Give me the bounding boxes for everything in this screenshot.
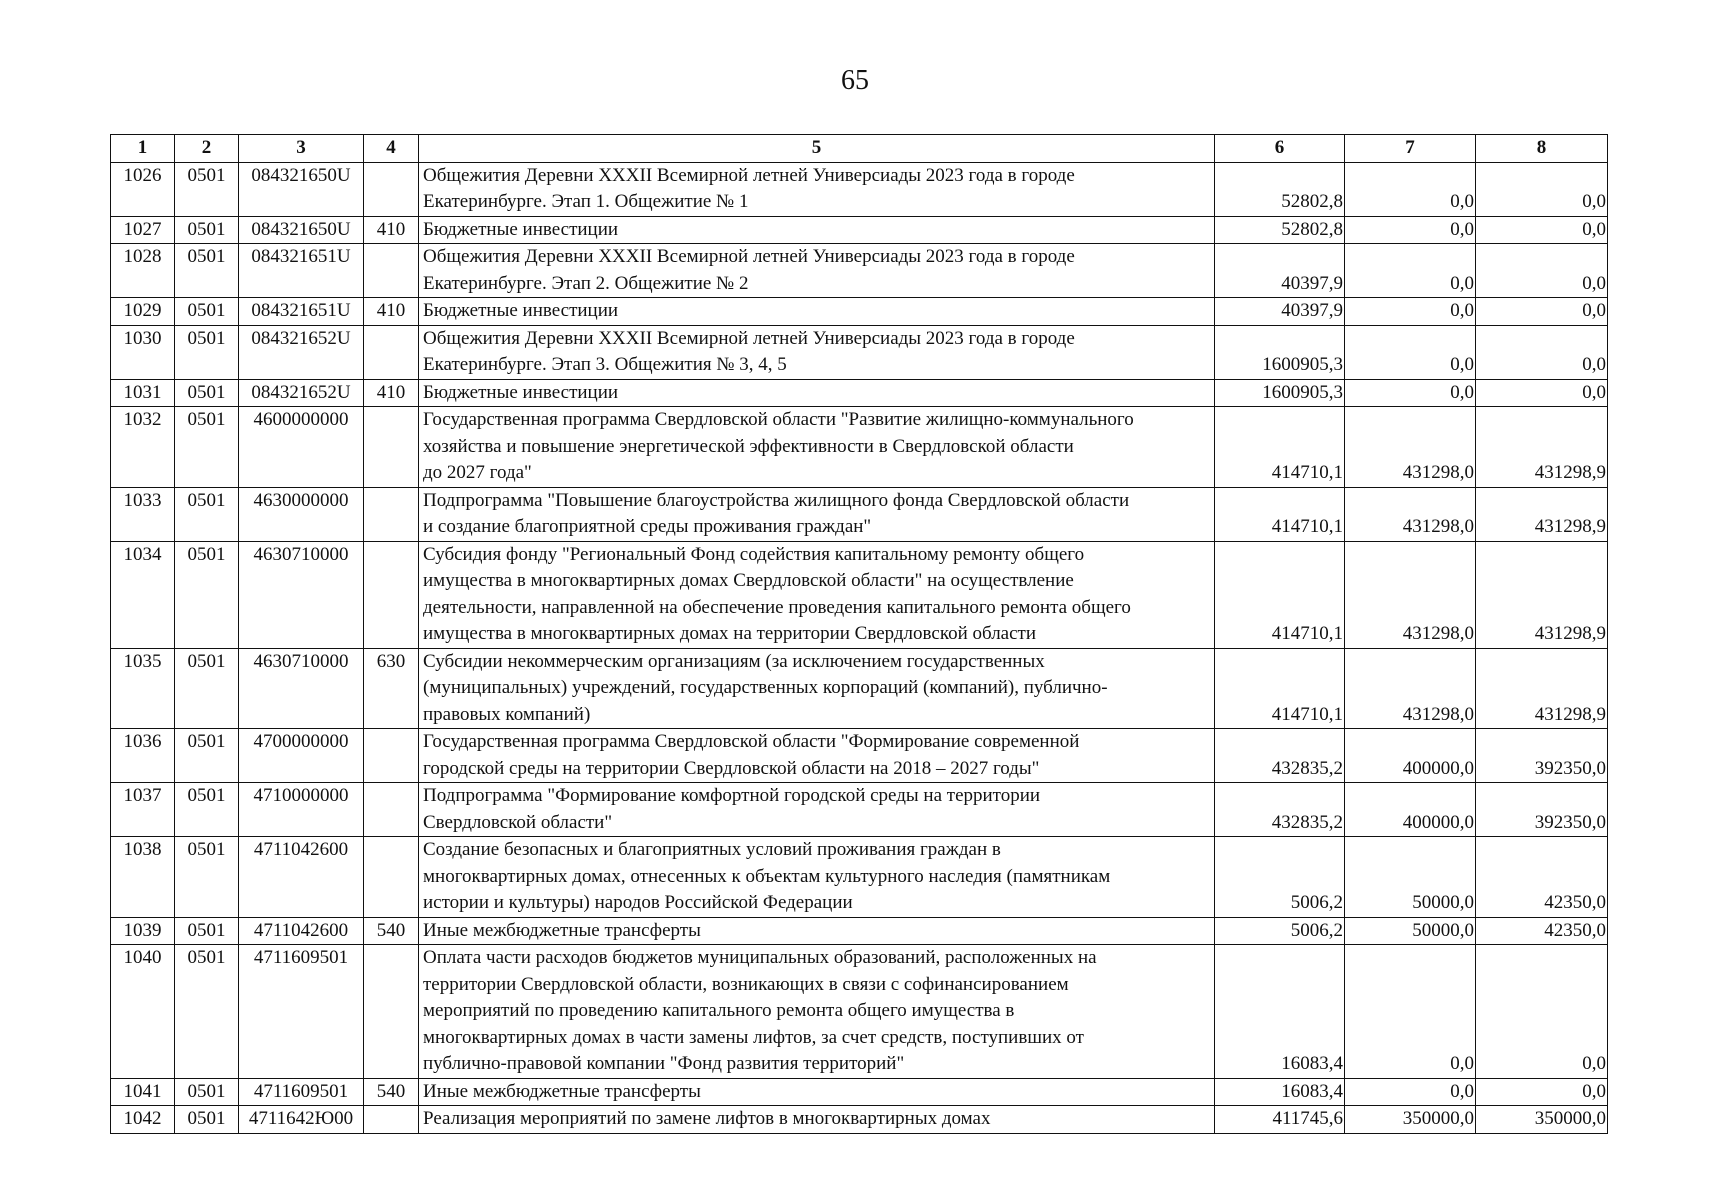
target-article-cell: 4710000000 <box>239 783 364 837</box>
description-line: Свердловской области" <box>423 811 613 833</box>
table-row <box>111 729 1608 783</box>
amount-col7-cell: 0,0 <box>1345 244 1476 298</box>
amount-col8-cell: 431298,9 <box>1476 648 1608 729</box>
description-cell <box>419 216 1215 244</box>
expense-type-cell <box>364 541 419 648</box>
description-cell <box>419 244 1215 298</box>
amount-col6-cell: 40397,9 <box>1215 298 1345 326</box>
amount-col7-cell: 0,0 <box>1345 162 1476 216</box>
amount-col6-cell: 40397,9 <box>1215 244 1345 298</box>
row-number-cell: 1037 <box>111 783 175 837</box>
expense-type-cell <box>364 729 419 783</box>
amount-col8-cell: 431298,9 <box>1476 407 1608 488</box>
row-number-cell: 1030 <box>111 325 175 379</box>
amount-col7-cell: 400000,0 <box>1345 783 1476 837</box>
amount-col8-cell: 0,0 <box>1476 379 1608 407</box>
row-number-cell: 1035 <box>111 648 175 729</box>
amount-col6-cell: 432835,2 <box>1215 783 1345 837</box>
description-line: и создание благоприятной среды проживания граждан" <box>423 516 872 537</box>
expense-type-cell <box>364 407 419 488</box>
expense-type-cell: 410 <box>364 216 419 244</box>
row-number-cell: 1034 <box>111 541 175 648</box>
amount-col7-cell: 0,0 <box>1345 945 1476 1079</box>
section-code-cell: 0501 <box>175 407 239 488</box>
amount-col7-cell: 50000,0 <box>1345 917 1476 945</box>
description-line: мероприятий по проведению капитального ремонта общего имущества в <box>423 1000 1015 1021</box>
column-header-6: 6 <box>1215 135 1345 163</box>
description-cell <box>419 162 1215 216</box>
row-number-cell: 1042 <box>111 1106 175 1134</box>
amount-col8-cell: 392350,0 <box>1476 783 1608 837</box>
table-row <box>111 648 1608 729</box>
target-article-cell: 4630710000 <box>239 541 364 648</box>
section-code-cell: 0501 <box>175 648 239 729</box>
row-number-cell: 1032 <box>111 407 175 488</box>
table-row <box>111 325 1608 379</box>
table-row <box>111 379 1608 407</box>
description-line: Государственная программа Свердловской области "Развитие жилищно-коммунального <box>423 409 1134 430</box>
amount-col7-cell: 50000,0 <box>1345 837 1476 918</box>
description-cell <box>419 1106 1215 1134</box>
expense-type-cell <box>364 162 419 216</box>
page-number: 65 <box>841 65 869 96</box>
description-line: Оплата части расходов бюджетов муниципальных образований, расположенных на <box>423 947 1097 968</box>
description-line: Подпрограмма "Формирование комфортной городской среды на территории <box>423 785 1041 806</box>
table-row <box>111 945 1608 1079</box>
table-row <box>111 837 1608 918</box>
amount-col6-cell: 16083,4 <box>1215 945 1345 1079</box>
amount-col6-cell: 414710,1 <box>1215 407 1345 488</box>
amount-col6-cell: 1600905,3 <box>1215 325 1345 379</box>
description-cell <box>419 1078 1215 1106</box>
amount-col6-cell: 432835,2 <box>1215 729 1345 783</box>
amount-col7-cell: 0,0 <box>1345 216 1476 244</box>
amount-col8-cell: 431298,9 <box>1476 487 1608 541</box>
table-row <box>111 1106 1608 1134</box>
description-line: многоквартирных домах, отнесенных к объектам культурного наследия (памятникам <box>423 865 1111 887</box>
amount-col6-cell: 52802,8 <box>1215 216 1345 244</box>
table-row <box>111 541 1608 648</box>
section-code-cell: 0501 <box>175 162 239 216</box>
target-article-cell: 084321651U <box>239 244 364 298</box>
amount-col6-cell: 52802,8 <box>1215 162 1345 216</box>
amount-col8-cell: 0,0 <box>1476 945 1608 1079</box>
section-code-cell: 0501 <box>175 783 239 837</box>
amount-col6-cell: 5006,2 <box>1215 917 1345 945</box>
amount-col8-cell: 42350,0 <box>1476 837 1608 918</box>
amount-col7-cell: 431298,0 <box>1345 648 1476 729</box>
row-number-cell: 1029 <box>111 298 175 326</box>
table-row <box>111 298 1608 326</box>
description-cell <box>419 325 1215 379</box>
section-code-cell: 0501 <box>175 325 239 379</box>
amount-col6-cell: 1600905,3 <box>1215 379 1345 407</box>
target-article-cell: 4630000000 <box>239 487 364 541</box>
amount-col7-cell: 350000,0 <box>1345 1106 1476 1134</box>
amount-col6-cell: 414710,1 <box>1215 487 1345 541</box>
table-row <box>111 244 1608 298</box>
description-cell <box>419 783 1215 837</box>
description-cell <box>419 729 1215 783</box>
amount-col6-cell: 411745,6 <box>1215 1106 1345 1134</box>
description-cell <box>419 541 1215 648</box>
description-line: имущества в многоквартирных домах Свердловской области" на осуществление <box>423 570 1074 591</box>
amount-col6-cell: 414710,1 <box>1215 648 1345 729</box>
section-code-cell: 0501 <box>175 1078 239 1106</box>
budget-table <box>110 134 1608 1134</box>
target-article-cell: 4711609501 <box>239 945 364 1079</box>
column-header-1: 1 <box>111 135 175 163</box>
table-body <box>111 162 1608 1133</box>
amount-col7-cell: 431298,0 <box>1345 407 1476 488</box>
section-code-cell: 0501 <box>175 244 239 298</box>
section-code-cell: 0501 <box>175 541 239 648</box>
amount-col8-cell: 42350,0 <box>1476 917 1608 945</box>
description-line: Государственная программа Свердловской области "Формирование современной <box>423 731 1080 752</box>
description-cell <box>419 917 1215 945</box>
amount-col8-cell: 0,0 <box>1476 298 1608 326</box>
description-line: Бюджетные инвестиции <box>423 381 619 403</box>
amount-col6-cell: 414710,1 <box>1215 541 1345 648</box>
description-line: Екатеринбурге. Этап 2. Общежитие № 2 <box>423 272 749 294</box>
expense-type-cell: 540 <box>364 917 419 945</box>
description-line: Общежития Деревни XXXII Всемирной летней Универсиады 2023 года в городе <box>423 327 1075 349</box>
target-article-cell: 084321651U <box>239 298 364 326</box>
section-code-cell: 0501 <box>175 216 239 244</box>
column-header-2: 2 <box>175 135 239 163</box>
target-article-cell: 4711042600 <box>239 837 364 918</box>
row-number-cell: 1038 <box>111 837 175 918</box>
table-row <box>111 917 1608 945</box>
description-line: до 2027 года" <box>423 462 532 483</box>
amount-col7-cell: 400000,0 <box>1345 729 1476 783</box>
amount-col7-cell: 431298,0 <box>1345 487 1476 541</box>
description-line: истории и культуры) народов Российской Федерации <box>423 892 853 913</box>
description-line: деятельности, направленной на обеспечение проведения капитального ремонта общего <box>423 596 1131 618</box>
description-line: хозяйства и повышение энергетической эффективности в Свердловской области <box>423 435 1074 457</box>
amount-col7-cell: 0,0 <box>1345 379 1476 407</box>
description-cell <box>419 379 1215 407</box>
description-cell <box>419 837 1215 918</box>
description-line: правовых компаний) <box>423 703 591 725</box>
description-cell <box>419 298 1215 326</box>
target-article-cell: 4711609501 <box>239 1078 364 1106</box>
amount-col8-cell: 392350,0 <box>1476 729 1608 783</box>
column-header-3: 3 <box>239 135 364 163</box>
amount-col7-cell: 431298,0 <box>1345 541 1476 648</box>
target-article-cell: 4711042600 <box>239 917 364 945</box>
row-number-cell: 1039 <box>111 917 175 945</box>
row-number-cell: 1031 <box>111 379 175 407</box>
amount-col8-cell: 0,0 <box>1476 1078 1608 1106</box>
description-line: Общежития Деревни XXXII Всемирной летней Универсиады 2023 года в городе <box>423 164 1075 186</box>
table-row <box>111 783 1608 837</box>
description-cell <box>419 487 1215 541</box>
row-number-cell: 1041 <box>111 1078 175 1106</box>
column-header-5: 5 <box>419 135 1215 163</box>
column-header-7: 7 <box>1345 135 1476 163</box>
description-line: Екатеринбурге. Этап 1. Общежитие № 1 <box>423 191 749 212</box>
section-code-cell: 0501 <box>175 487 239 541</box>
expense-type-cell: 630 <box>364 648 419 729</box>
amount-col8-cell: 0,0 <box>1476 244 1608 298</box>
target-article-cell: 4700000000 <box>239 729 364 783</box>
table-row <box>111 216 1608 244</box>
table-row <box>111 487 1608 541</box>
expense-type-cell <box>364 1106 419 1134</box>
description-line: Реализация мероприятий по замене лифтов в многоквартирных домах <box>423 1108 991 1129</box>
expense-type-cell <box>364 945 419 1079</box>
description-line: Субсидии некоммерческим организациям (за исключением государственных <box>423 650 1045 672</box>
section-code-cell: 0501 <box>175 945 239 1079</box>
table-row <box>111 407 1608 488</box>
expense-type-cell: 540 <box>364 1078 419 1106</box>
description-line: многоквартирных домах в части замены лифтов, за счет средств, поступивших от <box>423 1026 1084 1048</box>
amount-col7-cell: 0,0 <box>1345 298 1476 326</box>
target-article-cell: 4630710000 <box>239 648 364 729</box>
description-line: городской среды на территории Свердловской области на 2018 – 2027 годы" <box>423 757 1040 779</box>
description-cell <box>419 407 1215 488</box>
target-article-cell: 4711642Ю00 <box>239 1106 364 1134</box>
description-line: публично-правовой компании "Фонд развития территорий" <box>423 1053 905 1074</box>
section-code-cell: 0501 <box>175 1106 239 1134</box>
description-line: (муниципальных) учреждений, государственных корпораций (компаний), публично- <box>423 677 1108 698</box>
amount-col8-cell: 0,0 <box>1476 325 1608 379</box>
description-line: Общежития Деревни XXXII Всемирной летней Универсиады 2023 года в городе <box>423 246 1075 267</box>
description-line: Бюджетные инвестиции <box>423 300 619 321</box>
description-line: Екатеринбурге. Этап 3. Общежития № 3, 4, 5 <box>423 354 787 375</box>
column-header-8: 8 <box>1476 135 1608 163</box>
amount-col7-cell: 0,0 <box>1345 325 1476 379</box>
amount-col8-cell: 0,0 <box>1476 216 1608 244</box>
amount-col8-cell: 0,0 <box>1476 162 1608 216</box>
row-number-cell: 1027 <box>111 216 175 244</box>
description-line: Субсидия фонду "Региональный Фонд содействия капитальному ремонту общего <box>423 543 1085 565</box>
row-number-cell: 1028 <box>111 244 175 298</box>
expense-type-cell <box>364 783 419 837</box>
description-line: Бюджетные инвестиции <box>423 218 619 240</box>
amount-col7-cell: 0,0 <box>1345 1078 1476 1106</box>
amount-col8-cell: 350000,0 <box>1476 1106 1608 1134</box>
target-article-cell: 084321652U <box>239 379 364 407</box>
section-code-cell: 0501 <box>175 379 239 407</box>
row-number-cell: 1033 <box>111 487 175 541</box>
expense-type-cell <box>364 837 419 918</box>
table-header-row <box>111 135 1608 163</box>
row-number-cell: 1040 <box>111 945 175 1079</box>
expense-type-cell <box>364 487 419 541</box>
description-cell <box>419 945 1215 1079</box>
target-article-cell: 084321650U <box>239 162 364 216</box>
row-number-cell: 1026 <box>111 162 175 216</box>
row-number-cell: 1036 <box>111 729 175 783</box>
target-article-cell: 084321652U <box>239 325 364 379</box>
expense-type-cell: 410 <box>364 379 419 407</box>
expense-type-cell <box>364 325 419 379</box>
amount-col6-cell: 16083,4 <box>1215 1078 1345 1106</box>
section-code-cell: 0501 <box>175 917 239 945</box>
target-article-cell: 4600000000 <box>239 407 364 488</box>
description-line: территории Свердловской области, возникающих в связи с софинансированием <box>423 973 1069 995</box>
amount-col6-cell: 5006,2 <box>1215 837 1345 918</box>
section-code-cell: 0501 <box>175 298 239 326</box>
description-line: имущества в многоквартирных домах на территории Свердловской области <box>423 623 1037 644</box>
description-line: Иные межбюджетные трансферты <box>423 1080 701 1102</box>
expense-type-cell <box>364 244 419 298</box>
description-line: Создание безопасных и благоприятных условий проживания граждан в <box>423 839 1001 860</box>
description-cell <box>419 648 1215 729</box>
description-line: Подпрограмма "Повышение благоустройства жилищного фонда Свердловской области <box>423 489 1130 511</box>
amount-col8-cell: 431298,9 <box>1476 541 1608 648</box>
table-row <box>111 162 1608 216</box>
column-header-4: 4 <box>364 135 419 163</box>
target-article-cell: 084321650U <box>239 216 364 244</box>
description-line: Иные межбюджетные трансферты <box>423 919 701 941</box>
expense-type-cell: 410 <box>364 298 419 326</box>
section-code-cell: 0501 <box>175 837 239 918</box>
table-row <box>111 1078 1608 1106</box>
section-code-cell: 0501 <box>175 729 239 783</box>
